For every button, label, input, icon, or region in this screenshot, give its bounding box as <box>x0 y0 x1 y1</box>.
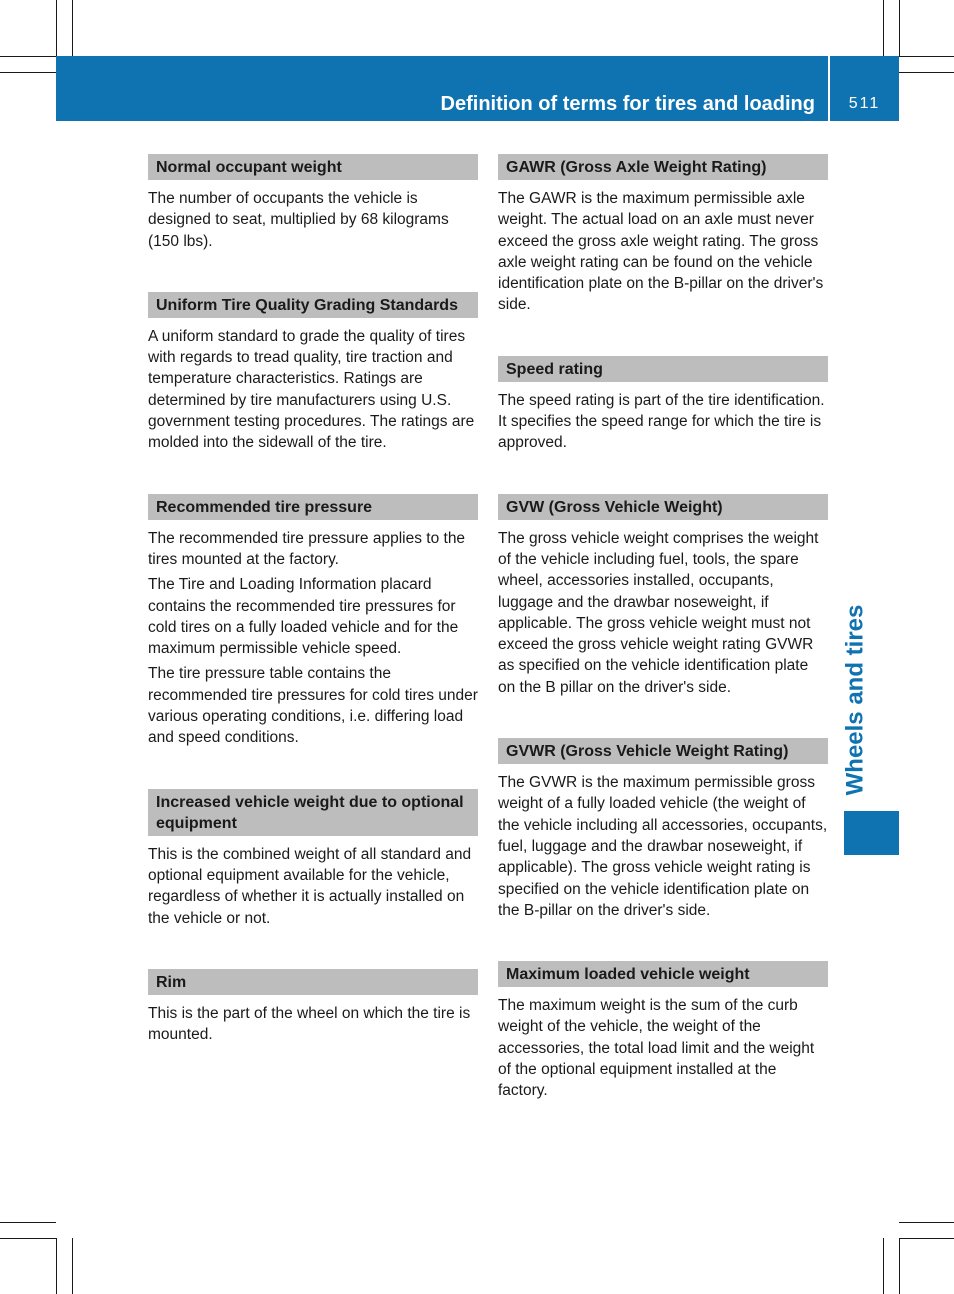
right-column <box>498 154 828 1142</box>
left-column <box>148 154 478 1085</box>
crop-mark <box>0 1222 56 1223</box>
section-paragraph: This is the part of the wheel on which the tire is mounted. <box>148 1004 471 1044</box>
crop-mark <box>899 1222 954 1223</box>
crop-mark <box>56 1238 57 1294</box>
crop-mark <box>72 0 73 56</box>
section-rim <box>148 969 478 1046</box>
page-title: Definition of terms for tires and loading <box>440 93 815 115</box>
crop-mark <box>899 1238 954 1239</box>
section-paragraph: The GVWR is the maximum permissible gross weight of a fully loaded vehicle (the weight of the vehicle including all accessories, occupants, fuel, luggage and the drawbar noseweight, if applicable). The gross vehicle weight rating is specified on the vehicle identification plate on the B-pillar on the driver's side. <box>498 774 828 919</box>
section-paragraph: The maximum weight is the sum of the curb weight of the vehicle, the weight of the accessories, the total load limit and the weight of the optional equipment installed at the factory. <box>498 997 815 1100</box>
crop-mark <box>0 1238 56 1239</box>
section-paragraph: The Tire and Loading Information placard contains the recommended tire pressures for cold tires on a fully loaded vehicle and for the maximum permissible vehicle speed. <box>148 576 459 658</box>
section-heading: Uniform Tire Quality Grading Standards <box>148 292 478 318</box>
crop-mark <box>883 1238 884 1294</box>
crop-mark <box>899 56 954 57</box>
section-heading: GAWR (Gross Axle Weight Rating) <box>498 154 828 180</box>
crop-mark <box>56 0 57 56</box>
crop-mark <box>899 0 900 56</box>
chapter-side-tab <box>838 600 872 800</box>
section-utqg <box>148 292 478 454</box>
section-maximum-loaded-vehicle-weight <box>498 961 828 1101</box>
section-increased-vehicle-weight <box>148 789 478 929</box>
section-paragraph: The tire pressure table contains the recommended tire pressures for cold tires under various operating conditions, i.e. differing load and speed conditions. <box>148 665 478 747</box>
page-number: 511 <box>848 95 881 112</box>
crop-mark <box>0 56 56 57</box>
section-heading: Increased vehicle weight due to optional equipment <box>148 789 478 836</box>
section-heading: Normal occupant weight <box>148 154 478 180</box>
section-paragraph: The recommended tire pressure applies to the tires mounted at the factory. <box>148 529 466 568</box>
section-speed-rating <box>498 356 828 454</box>
section-heading: Maximum loaded vehicle weight <box>498 961 828 987</box>
section-heading: Rim <box>148 969 478 995</box>
crop-mark <box>899 72 954 73</box>
crop-mark <box>899 1238 900 1294</box>
section-recommended-tire-pressure <box>148 494 478 749</box>
section-heading: Speed rating <box>498 356 828 382</box>
chapter-side-label: Wheels and tires <box>841 604 869 796</box>
section-paragraph: The number of occupants the vehicle is designed to seat, multiplied by 68 kilograms (150 lbs). <box>148 190 449 250</box>
section-normal-occupant-weight <box>148 154 478 252</box>
section-gvw <box>498 494 828 698</box>
section-heading: Recommended tire pressure <box>148 494 478 520</box>
crop-mark <box>72 1238 73 1294</box>
section-gawr <box>498 154 828 316</box>
crop-mark <box>0 72 56 73</box>
crop-mark <box>883 0 884 56</box>
section-paragraph: The gross vehicle weight comprises the weight of the vehicle including fuel, tools, the spare wheel, accessories installed, occupants, luggage and the drawbar noseweight, if applicable. The gross vehicle weight must not exceed the gross vehicle weight rating GVWR as specified on the vehicle identification plate on the B pillar on the driver's side. <box>498 529 819 696</box>
section-paragraph: The GAWR is the maximum permissible axle weight. The actual load on an axle must never exceed the gross axle weight rating. The gross axle weight rating can be found on the vehicle identification plate on the B-pillar on the driver's side. <box>498 190 824 314</box>
section-paragraph: The speed rating is part of the tire identification. It specifies the speed range for which the tire is approved. <box>498 391 825 452</box>
section-paragraph: This is the combined weight of all standard and optional equipment available for the vehicle, regardless of whether it is actually installed on the vehicle or not. <box>148 845 472 927</box>
section-gvwr <box>498 738 828 921</box>
section-heading: GVWR (Gross Vehicle Weight Rating) <box>498 738 828 764</box>
section-paragraph: A uniform standard to grade the quality of tires with regards to tread quality, tire traction and temperature characteristics. Ratings are determined by tire manufacturers using U.S. government testing procedures. The ratings are molded into the sidewall of the tire. <box>148 327 475 452</box>
chapter-tab-marker <box>844 811 899 855</box>
section-heading: GVW (Gross Vehicle Weight) <box>498 494 828 520</box>
